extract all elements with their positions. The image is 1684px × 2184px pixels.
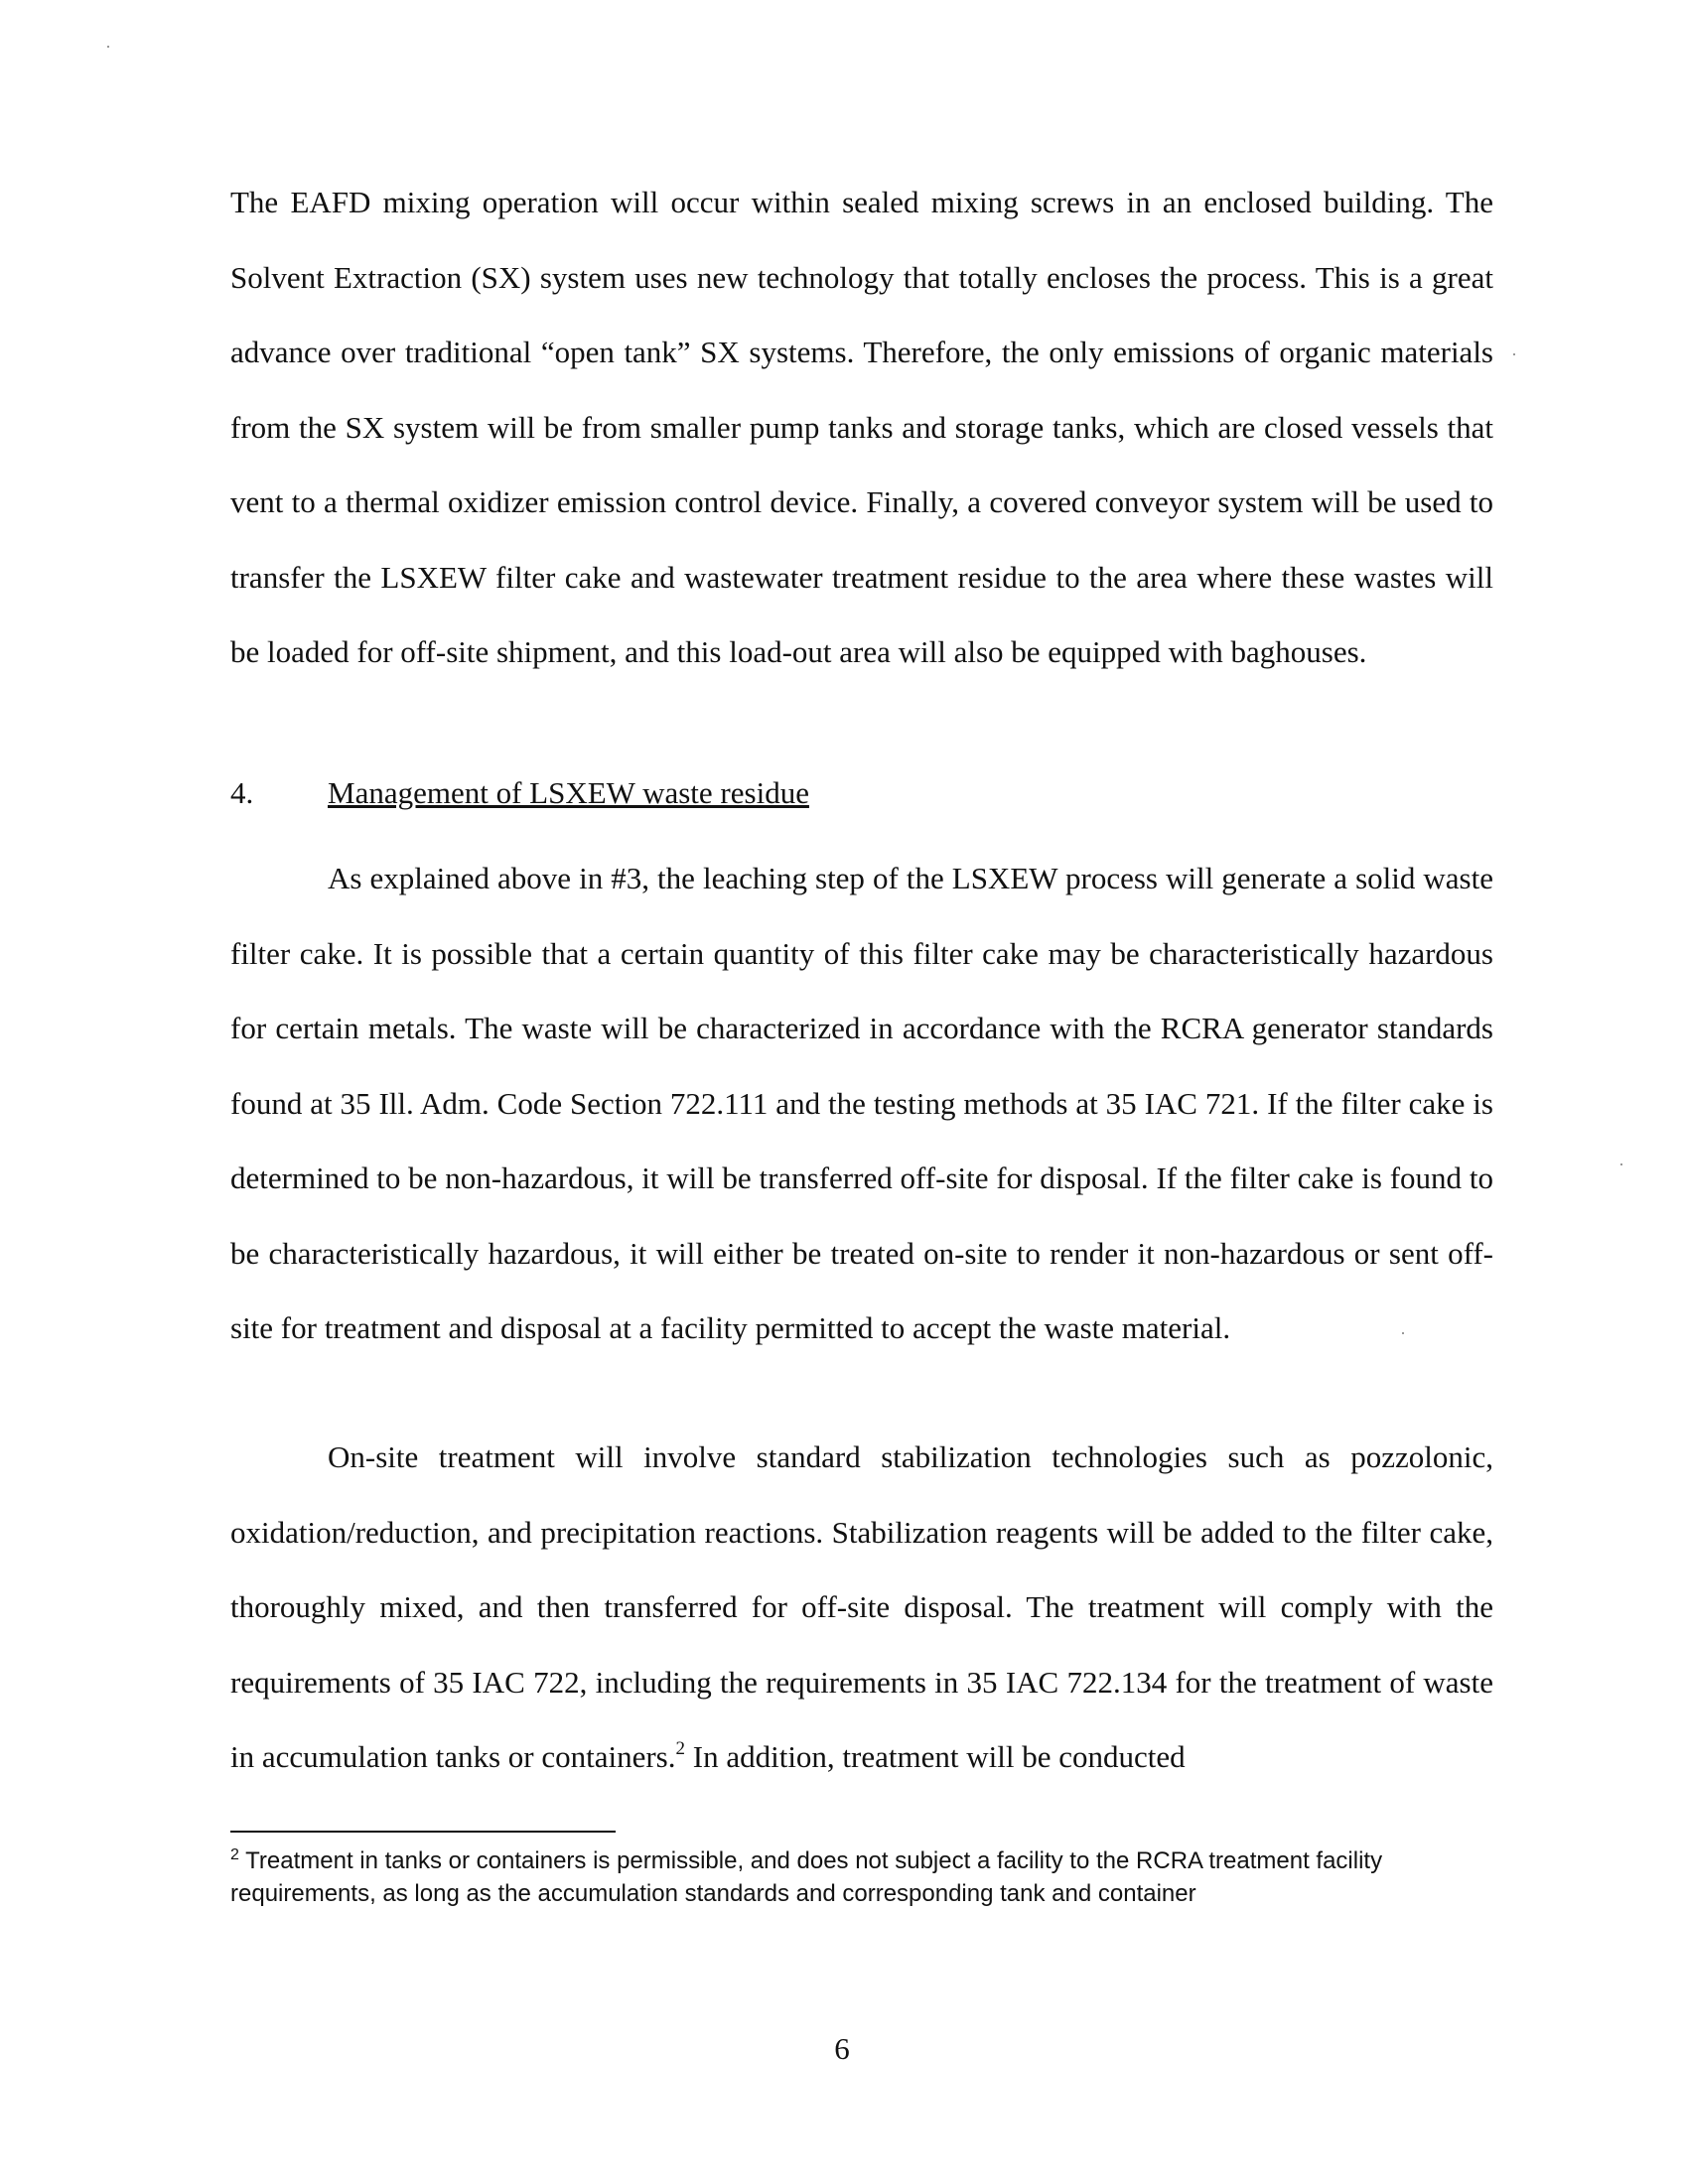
paragraph-onsite-treatment (230, 1420, 1493, 1795)
paragraph-emissions-control: The EAFD mixing operation will occur within sealed mixing screws in an enclosed building. The Solvent Extraction (SX) system uses new technology that totally encloses the process. This is a great advance over traditional “open tank” SX systems. Therefore, the only emissions of organic materials from the SX system will be from smaller pump tanks and storage tanks, which are closed vessels that vent to a thermal oxidizer emission control device. Finally, a covered conveyor system will be used to transfer the LSXEW filter cake and wastewater treatment residue to the area where these wastes will be loaded for off-site shipment, and this load-out area will also be equipped with baghouses. (230, 185, 1493, 669)
scan-speck (1513, 353, 1515, 355)
scan-speck (1620, 1163, 1622, 1165)
paragraph-waste-characterization: As explained above in #3, the leaching step of the LSXEW process will generate a solid waste filter cake. It is possible that a certain quantity of this filter cake may be characteristically hazardous for certain metals. The waste will be characterized in accordance with the RCRA generator standards found at 35 Ill. Adm. Code Section 722.111 and the testing methods at 35 IAC 721. If the filter cake is determined to be non-hazardous, it will be transferred off-site for disposal. If the filter cake is found to be characteristically hazardous, it will either be treated on-site to render it non-hazardous or sent off-site for treatment and disposal at a facility permitted to accept the waste material. (230, 861, 1493, 1345)
scan-speck (107, 46, 109, 48)
footnote-reference: 2 (675, 1738, 686, 1759)
footnote-separator (230, 1831, 616, 1833)
section-title: Management of LSXEW waste residue (328, 775, 809, 810)
page-number: 6 (834, 2031, 850, 2066)
section-number: 4. (230, 775, 254, 810)
paragraph-onsite-treatment-text: On-site treatment will involve standard stabilization technologies such as pozzolonic, oxidation/reduction, and precipitation reactions. Stabilization reagents will be added to the filter cake, thoroughly mixed, and then transferred for off-site disposal. The treatment will comply with the requirements of 35 IAC 722, including the requirements in 35 IAC 722.134 for the treatment of waste in accumulation tanks or containers. (230, 1439, 1493, 1774)
footnote-text: Treatment in tanks or containers is permissible, and does not subject a facility to the RCRA treatment facility requirements, as long as the accumulation standards and corresponding tank and container (230, 1847, 1383, 1907)
footnote (230, 1844, 1493, 1910)
section-heading (230, 772, 809, 814)
scan-speck (1402, 1332, 1404, 1334)
paragraph-onsite-treatment-continuation: In addition, treatment will be conducted (685, 1739, 1186, 1774)
footnote-marker: 2 (230, 1846, 239, 1863)
